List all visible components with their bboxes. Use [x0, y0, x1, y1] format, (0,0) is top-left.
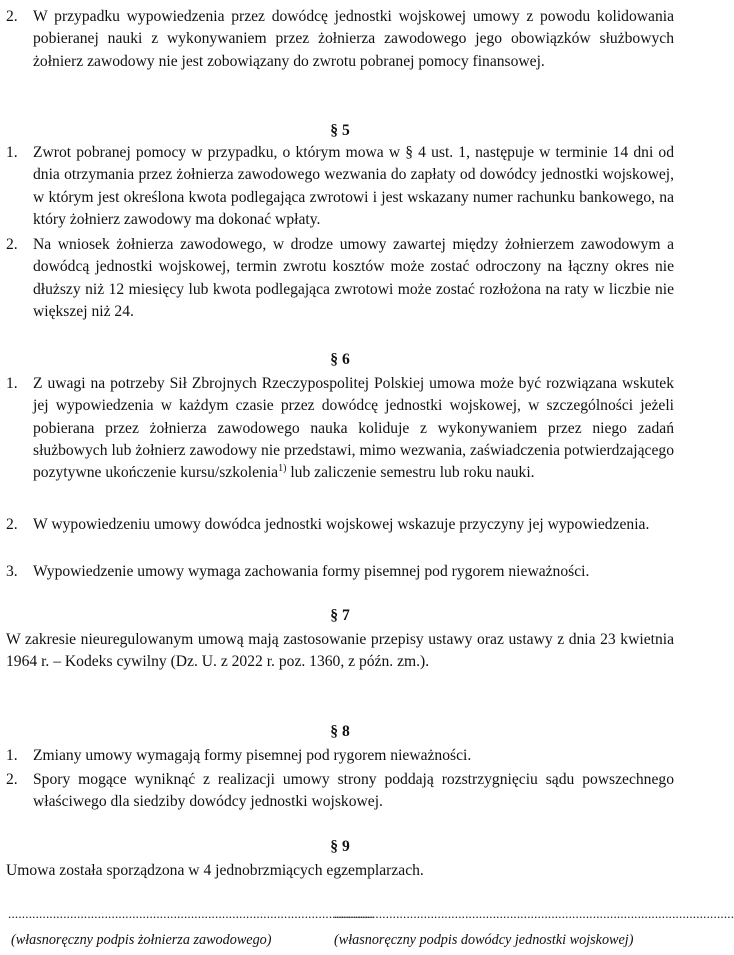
intro-item [6, 6, 674, 73]
item-text [33, 373, 674, 484]
section-7-text: W zakresie nieuregulowanym umową mają zastosowanie przepisy ustawy oraz ustawy z dnia 23 kwietnia 1964 r. – Kodeks cywilny (Dz. U. z 2022 r. poz. 1360, z późn. zm.). [6, 631, 674, 671]
item-text: Zmiany umowy wymagają formy pisemnej pod rygorem nieważności. [33, 747, 472, 764]
section-7-heading: § 7 [330, 607, 350, 624]
section-9-text: Umowa została sporządzona w 4 jednobrzmiących egzemplarzach. [6, 862, 424, 879]
item-text: Na wniosek żołnierza zawodowego, w drodze umowy zawartej między żołnierzem zawodowym a dowódcą jednostki wojskowej, termin zwrotu kosztów może zostać odroczony na łączny okres nie dłuższy niż 12 miesięcy lub kwota podlegająca zwrotowi może zostać rozłożona na raty w liczbie nie większej niż 24. [33, 236, 674, 320]
item-number: 2. [6, 236, 18, 253]
section-9-heading: § 9 [330, 838, 350, 855]
item-number: 1. [6, 144, 18, 161]
section-5-item-1 [6, 142, 674, 231]
soldier-signature-line: .......................................................................................................... [8, 906, 374, 921]
section-6-item-2 [6, 514, 674, 536]
item-text-tail: lub zaliczenie semestru lub roku nauki. [286, 464, 535, 482]
item-text: Wypowiedzenie umowy wymaga zachowania formy pisemnej pod rygorem nieważności. [33, 563, 590, 580]
item-text: Zwrot pobranej pomocy w przypadku, o którym mowa w § 4 ust. 1, następuje w terminie 14 dni od dnia otrzymania przez żołnierza zawodowego wezwania do zapłaty od dowódcy jednostki wojskowej, w którym jest określona kwota podlegająca zwrotowi i jest wskazany numer rachunku bankowego, na który żołnierz zawodowy ma dokonać wpłaty. [33, 144, 674, 228]
section-8-item-2 [6, 769, 674, 814]
commander-signature-line: .................................................................................................................... [334, 906, 734, 921]
section-5-item-2 [6, 234, 674, 323]
item-number: 3. [6, 563, 18, 580]
item-text-main: Z uwagi na potrzeby Sił Zbrojnych Rzeczypospolitej Polskiej umowa może być rozwiązana wskutek jej wypowiedzenia w każdym czasie przez dowódcę jednostki wojskowej, w szczególności jeżeli pobierana przez żołnierza zawodowego nauka koliduje z wykonywaniem przez niego zadań służbowych lub żołnierz zawodowy nie przedstawi, mimo wezwania, zaświadczenia potwierdzającego pozytywne ukończenie kursu/szkolenia [33, 375, 674, 482]
section-5-heading: § 5 [330, 122, 350, 139]
section-8-heading: § 8 [330, 723, 350, 740]
item-text: W wypowiedzeniu umowy dowódca jednostki wojskowej wskazuje przyczyny jej wypowiedzenia. [33, 516, 650, 533]
section-6-item-3 [6, 561, 674, 583]
item-text: W przypadku wypowiedzenia przez dowódcę jednostki wojskowej umowy z powodu kolidowania pobieranej nauki z wykonywaniem przez żołnierza zawodowego jego obowiązków służbowych żołnierz zawodowy nie jest zobowiązany do zwrotu pobranej pomocy finansowej. [33, 8, 674, 70]
soldier-signature-caption: (własnoręczny podpis żołnierza zawodowego) [11, 932, 272, 948]
item-number: 1. [6, 375, 18, 392]
section-6-heading: § 6 [330, 351, 350, 368]
item-number: 2. [6, 8, 18, 25]
commander-signature-caption: (własnoręczny podpis dowódcy jednostki wojskowej) [334, 932, 634, 948]
item-number: 2. [6, 516, 18, 533]
section-6-item-1 [6, 373, 674, 484]
item-number: 1. [6, 747, 18, 764]
footnote-marker: 1) [278, 463, 287, 475]
section-8-item-1 [6, 745, 674, 767]
item-text: Spory mogące wyniknąć z realizacji umowy strony poddają rozstrzygnięciu sądu powszechnego właściwego dla siedziby dowódcy jednostki wojskowej. [33, 771, 674, 811]
item-number: 2. [6, 771, 18, 788]
